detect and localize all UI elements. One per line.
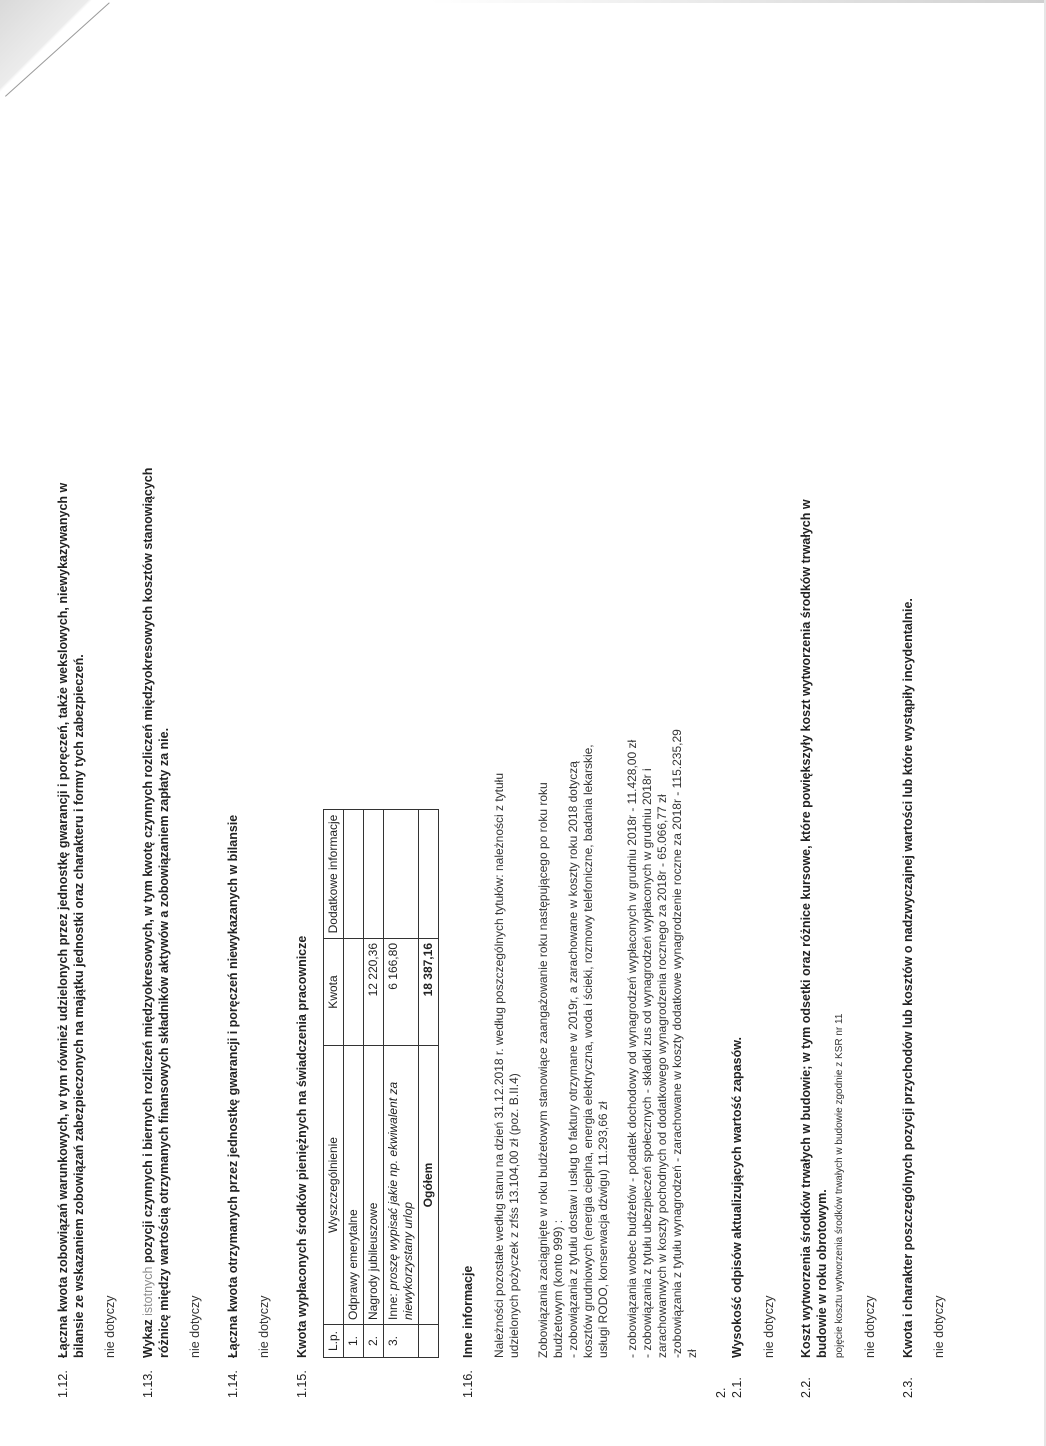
row-info — [343, 810, 363, 939]
section-title: Koszt wytworzenia środków trwałych w budowie; w tym odsetki oraz różnice kursowe, które powiększyły koszt wytworzenia środków trwałych w budowie w roku obrotowym. — [799, 499, 829, 1358]
col-header-description: Wyszczególnienie — [323, 1046, 343, 1325]
col-header-lp: L.p. — [323, 1325, 343, 1358]
section-title: Wykaz istotnych pozycji czynnych i biernych rozliczeń międzyokresowych, w tym kwotę czynnych rozliczeń międzyokresowych kosztów stanowiących różnicę między wartością otrzymanych finansowych składników aktywów a zobowiązaniem zapłaty za nie. — [140, 467, 171, 1358]
row-info — [363, 810, 383, 939]
section-number: 1.16. — [460, 1370, 475, 1398]
section-value: nie dotyczy — [188, 1295, 203, 1358]
section-value: nie dotyczy — [862, 1295, 877, 1358]
section-title: Inne informacje — [460, 1265, 475, 1358]
section-2-3 — [901, 18, 917, 1398]
section-value: nie dotyczy — [932, 1295, 947, 1358]
section-value: nie dotyczy — [103, 1295, 118, 1358]
section-1-15 — [295, 18, 311, 1398]
section-1-16 — [461, 18, 477, 1398]
section-value: nie dotyczy — [761, 1295, 776, 1358]
row-description: Inne: proszę wypisać jakie np. ekwiwalent za niewykorzystany urlop — [383, 1046, 418, 1325]
receivables-paragraph: Należności pozostałe według stanu na dzień 31.12.2018 r. według poszczególnych tytułów: należności z tytułu udzielonych pożyczek z zfśs 13.104,00 zł (poz. B.II.4) — [492, 772, 522, 1358]
row-info — [383, 810, 418, 939]
section-footnote: pojęcie kosztu wytworzenia środków trwałych w budowie zgodnie z KSR nr 11 — [834, 1013, 846, 1358]
section-title: Kwota wypłaconych środków pieniężnych na świadczenia pracownicze — [295, 935, 309, 1358]
row-amount: 6 166,80 — [383, 939, 418, 1046]
section-2 — [714, 18, 730, 1398]
section-number: 1.15. — [295, 1370, 309, 1398]
section-title: Łączna kwota zobowiązań warunkowych, w tym również udzielonych przez jednostkę gwarancji i poręczeń, także wekslowych, niewykazywanych w bilansie ze wskazaniem zobowiązań zabezpieczonych na majątku jednostki oraz charakteru i formy tych zabezpieczeń. — [56, 482, 86, 1358]
section-2-1 — [730, 18, 746, 1398]
document-content — [56, 18, 948, 1398]
total-amount: 18 387,16 — [418, 939, 438, 1046]
section-number: 1.12. — [56, 1370, 70, 1398]
table-header-row — [323, 810, 343, 1358]
section-number: 2.3. — [900, 1377, 915, 1398]
row-description: Nagrody jubileuszowe — [363, 1046, 383, 1325]
section-number: 1.13. — [140, 1370, 155, 1398]
col-header-info: Dodatkowe informacje — [323, 810, 343, 939]
table-row — [363, 810, 383, 1358]
table-row — [383, 810, 418, 1358]
col-header-amount: Kwota — [323, 939, 343, 1046]
row-lp: 1. — [343, 1325, 363, 1358]
section-number: 2. — [714, 1387, 729, 1398]
section-number: 2.2. — [799, 1377, 814, 1398]
section-value: nie dotyczy — [257, 1295, 272, 1358]
section-1-14 — [226, 18, 242, 1398]
section-number: 2.1. — [729, 1377, 744, 1398]
struck-word: istotnych — [140, 1266, 155, 1316]
section-2-2 — [799, 18, 847, 1398]
section-title: Łączna kwota otrzymanych przez jednostkę gwarancji i poręczeń niewykazanych w bilansie — [225, 814, 240, 1358]
commitments-paragraph: Zobowiązania zaciągnięte w roku budżetowym stanowiące zaangażowanie roku następującego po roku roku budżetowym (konto 999) : - zobowiązania z tytułu dostaw i usług to faktury otrzymane w 2019r, a zarachowane w koszty roku 2018 dotyczą kosztów grudniowych (energia cieplna, energia elektryczna, woda i ścieki, rozmowy telefoniczne, badania lekarskie, usługi RODO, konserwacja dźwigu) 11.293,66 zł — [536, 744, 611, 1358]
section-number: 1.14. — [225, 1370, 240, 1398]
section-1-12 — [56, 18, 87, 1398]
row-lp: 2. — [363, 1325, 383, 1358]
table-total-row — [418, 810, 438, 1358]
row-lp: 3. — [383, 1325, 418, 1358]
table-row — [343, 810, 363, 1358]
section-title: Kwota i charakter poszczególnych pozycji przychodów lub kosztów o nadzwyczajnej wartości lub które wystąpiły incydentalnie. — [900, 598, 915, 1358]
section-1-13 — [141, 18, 172, 1398]
row-amount: 12 220,36 — [363, 939, 383, 1046]
total-label: Ogółem — [418, 1046, 438, 1325]
row-amount — [343, 939, 363, 1046]
section-title: Wysokość odpisów aktualizujących wartość zapasów. — [729, 1037, 744, 1358]
benefits-table — [323, 809, 439, 1358]
liabilities-paragraph: - zobowiązania wobec budżetów - podatek dochodowy od wynagrodzeń wypłaconych w grudniu 2018r - 11.428,00 zł - zobowiązania z tytułu ubezpieczeń społecznych - składki zus od wynagrodzeń wypłaconych w grudniu 2018r i zarachowanwych w koszty pochodnych od dodatkowego wynagrodzenia rocznego za 2018r - 65.066,77 zł -zobowiązania z tytułu wynagrodzeń - zarachowane w koszty dodatkowe wynagrodzenie roczne za 2018r - 115.235,29 zł — [625, 729, 700, 1358]
row-description: Odprawy emerytalne — [343, 1046, 363, 1325]
